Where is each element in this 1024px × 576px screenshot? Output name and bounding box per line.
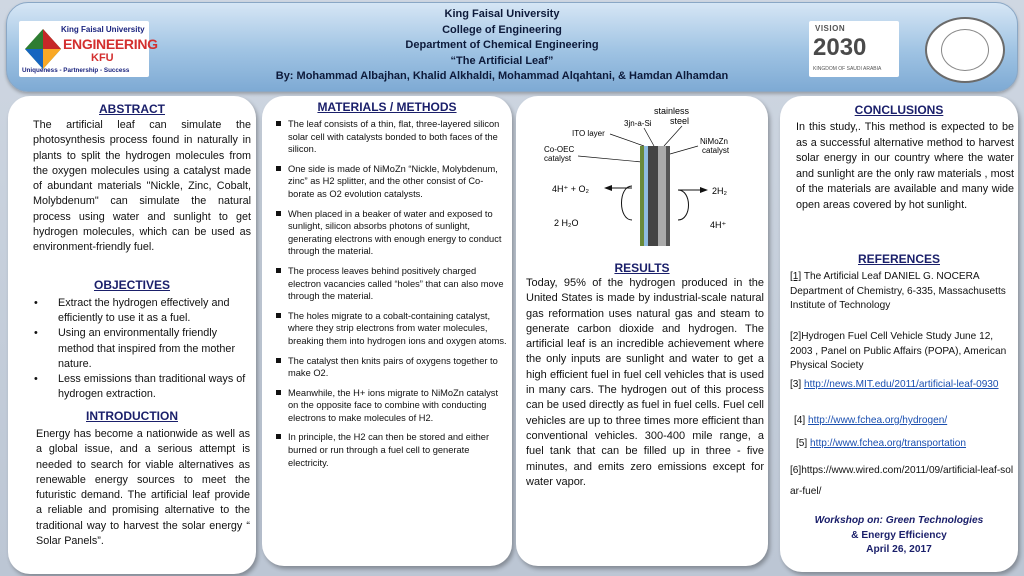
vision-kingdom: KINGDOM OF SAUDI ARABIA — [813, 66, 882, 72]
list-item: One side is made of NiMoZn “Nickle, Molybdenum, zinc” as H2 splitter, and the other consist of Co-borate as O2 evolution catalysts. — [276, 163, 508, 201]
reference-link-mit[interactable]: http://news.MIT.edu/2011/artificial-leaf-0930 — [804, 379, 999, 390]
objectives-list — [34, 296, 252, 402]
workshop-subtitle: & Energy Efficiency — [851, 529, 947, 541]
objectives-heading: OBJECTIVES — [93, 278, 171, 292]
list-item: The holes migrate to a cobalt-containing catalyst, where they strip electrons from water molecules, breaking them into hydrogen ions and oxygen atoms. — [276, 310, 508, 348]
poster-header — [6, 2, 1018, 92]
list-item: • Less emissions than traditional ways of hydrogen extraction. — [34, 372, 252, 402]
reference-number: [3] — [790, 379, 805, 390]
list-item: In principle, the H2 can then be stored and either burned or run through a fuel cell to generate electricity. — [276, 431, 508, 469]
workshop-title: Workshop on: Green Technologies — [814, 515, 984, 526]
reference-number: [4] — [794, 415, 809, 426]
header-university: King Faisal University — [444, 8, 560, 20]
introduction-text: Energy has become a nationwide as well as a global issue, and a serious attempt is needed to search for viable alternatives as renewable energy sources to meet the futuristic demand. The artificial leaf provide a reliable and promising alternative to the traditional way to harvest the solar energy “ Solar Panels”. — [36, 428, 250, 548]
results-heading: RESULTS — [614, 261, 670, 275]
logo-university-name: King Faisal University — [61, 25, 145, 34]
diagram-label-stainless: stainless — [654, 106, 690, 116]
diagram-label-right-top: 2H₂ — [712, 186, 727, 196]
diagram-label-left-bottom: 2 H₂O — [554, 218, 579, 228]
left-panel — [8, 96, 256, 574]
methods-heading: MATERIALS / METHODS — [317, 100, 457, 114]
results-text: Today, 95% of the hydrogen produced in the United States is made by industrial-scale natural gas reformation uses natural gas and steam to generate carbon dioxide and hydrogen. The artificial leaf is an incredible achievement where the only inputs are sunlight and water to get a high efficient fuel in fuel cell vehicles that is used in many cars. The hydrogen out of this process can be used directly as fuel in fuel cells. Fuel cell vehicles are up to three times more efficient than conventional vehicles. 300-400 mile range, a fuel tank that can be filled up in three - five minutes, and emits zero emissions except for water vapor. — [526, 277, 764, 488]
diagram-label-right-bottom: 4H⁺ — [710, 220, 727, 230]
methods-list — [276, 118, 508, 476]
list-item: The leaf consists of a thin, flat, three-layered silicon solar cell with catalysts bonded to both faces of the silicon. — [276, 118, 508, 156]
reference-number: [1] — [790, 271, 802, 282]
reference-text: The Artificial Leaf DANIEL G. NOCERA Department of Chemistry, 6-335, Massachusetts Institute of Technology — [790, 271, 1006, 312]
reference-4 — [794, 414, 1019, 429]
diagram-label-steel: steel — [670, 116, 690, 126]
list-item: • Using an environmentally friendly method that inspired from the mother nature. — [34, 326, 252, 372]
reference-3 — [790, 378, 1015, 393]
header-authors: By: Mohammad Albajhan, Khalid Alkhaldi, Mohammad Alqahtani, & Hamdan Alhamdan — [275, 70, 729, 83]
reference-link-fchea-hydrogen[interactable]: http://www.fchea.org/hydrogen/ — [808, 415, 948, 426]
diagram-label-catalyst-left: catalyst — [544, 154, 572, 163]
list-item: Meanwhile, the H+ ions migrate to NiMoZn catalyst on the opposite face to combine with conducting electrons to make molecules of H2. — [276, 387, 508, 425]
conclusions-panel — [780, 96, 1018, 572]
logo-kfu: KFU — [91, 52, 114, 64]
conclusions-heading: CONCLUSIONS — [854, 103, 944, 117]
reference-link-fchea-transportation[interactable]: http://www.fchea.org/transportation — [810, 438, 967, 449]
list-item: • Extract the hydrogen effectively and efficiently to use it as a fuel. — [34, 296, 252, 326]
list-item: When placed in a beaker of water and exposed to sunlight, silicon absorbs photons of sunlight, generating electrons with enough energy to conduct through the material. — [276, 208, 508, 258]
workshop-info — [780, 514, 1018, 558]
diagram-label-nimozn: NiMoZn — [700, 137, 729, 146]
list-item: The process leaves behind positively charged electron vacancies called “holes” that can also move through the material. — [276, 265, 508, 303]
poster-title-block — [177, 7, 827, 85]
results-panel — [516, 96, 768, 566]
methods-panel — [262, 96, 512, 566]
reference-2: [2]Hydrogen Fuel Cell Vehicle Study June 12, 2003 , Panel on Public Affairs (POPA), American Physical Society — [790, 331, 1007, 372]
diagram-label-left-top: 4H⁺ + O₂ — [552, 184, 590, 194]
logo-engineering: ENGINEERING — [63, 36, 158, 52]
list-item: The catalyst then knits pairs of oxygens together to make O2. — [276, 355, 508, 380]
reference-6: [6]https://www.wired.com/2011/09/artificial-leaf-solar-fuel/ — [790, 465, 1014, 497]
kite-logo-icon — [23, 27, 63, 71]
reference-number: [5] — [796, 438, 811, 449]
reference-1 — [790, 270, 1015, 314]
header-college: College of Engineering — [442, 23, 562, 36]
header-title: “The Artificial Leaf” — [450, 54, 554, 67]
diagram-label-catalyst-right: catalyst — [702, 146, 730, 155]
diagram-label-cooec: Co-OEC — [544, 145, 575, 154]
vision-2030-logo — [809, 21, 899, 77]
abstract-heading: ABSTRACT — [99, 102, 165, 116]
kfu-logo — [19, 21, 158, 77]
header-department: Department of Chemical Engineering — [405, 39, 599, 52]
diagram-label-si: 3jn-a-Si — [624, 119, 652, 128]
workshop-date: April 26, 2017 — [866, 544, 932, 555]
diagram-label-ito: ITO layer — [572, 129, 605, 138]
vision-year: 2030 — [813, 34, 867, 61]
introduction-heading: INTRODUCTION — [86, 409, 178, 423]
reference-5 — [796, 437, 1021, 452]
references-heading: REFERENCES — [857, 252, 940, 266]
university-seal-icon — [925, 17, 1005, 83]
logo-tagline: Uniqueness - Partnership - Success — [22, 67, 130, 74]
artificial-leaf-diagram — [522, 102, 762, 260]
conclusions-text: In this study,. This method is expected to be as a successful alternative method to harvest solar energy in our country where the water and sunlight are the only raw materials , most of the materials are available and many wide open areas covered by hot sunlight. — [796, 121, 1014, 211]
vision-label: VISION — [815, 24, 846, 33]
abstract-text: The artificial leaf can simulate the photosynthesis process found in naturally in plants to split the hydrogen molecules from the oxygen molecules using a catalyst made of abundant materials "Nickle, Zinc, Cobalt, Molybdenum" can simulate the natural process using water and sunlight to get hydrogen molecules, which can be used as environment-friendly fuel. — [33, 119, 251, 254]
